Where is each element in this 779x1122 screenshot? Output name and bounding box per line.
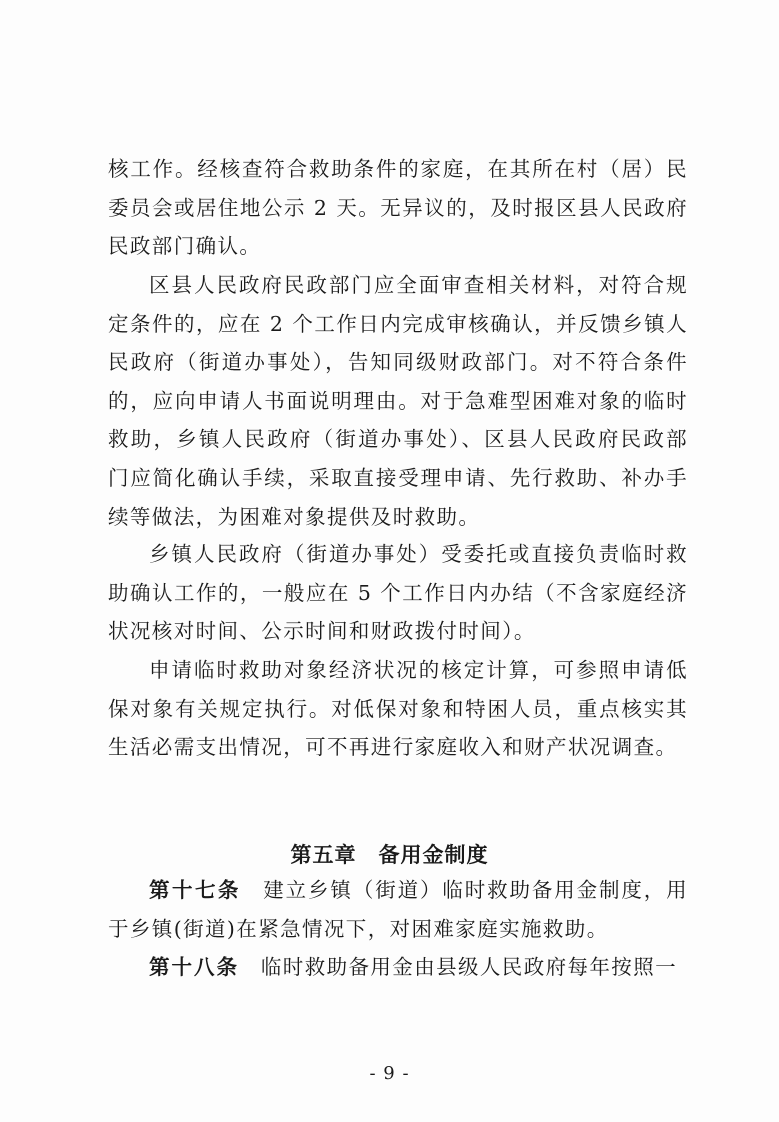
paragraph-3: 乡镇人民政府（街道办事处）受委托或直接负责临时救助确认工作的，一般应在 5 个工作日内办结（不含家庭经济状况核对时间、公示时间和财政拨付时间）。 <box>108 542 688 644</box>
article-18-head: 第十八条 <box>149 955 239 979</box>
article-17-head: 第十七条 <box>149 878 241 902</box>
page-number: - 9 - <box>369 1063 410 1084</box>
article-18-body: 临时救助备用金由县级人民政府每年按照一 <box>239 955 677 979</box>
article-18 <box>108 948 688 987</box>
chapter-title: 第五章 备用金制度 <box>290 843 489 867</box>
article-17 <box>108 871 688 948</box>
paragraph-1: 核工作。经核查符合救助条件的家庭，在其所在村（居）民委员会或居住地公示 2 天。无异议的，及时报区县人民政府民政部门确认。 <box>108 157 688 259</box>
paragraph-4: 申请临时救助对象经济状况的核定计算，可参照申请低保对象有关规定执行。对低保对象和特困人员，重点核实其生活必需支出情况，可不再进行家庭收入和财产状况调查。 <box>108 658 688 760</box>
paragraph-2: 区县人民政府民政部门应全面审查相关材料，对符合规定条件的，应在 2 个工作日内完成审核确认，并反馈乡镇人民政府（街道办事处），告知同级财政部门。对不符合条件的，应向申请人书面说明理由。对于急难型困难对象的临时救助，乡镇人民政府（街道办事处）、区县人民政府民政部门应简化确认手续，采取直接受理申请、先行救助、补办手续等做法，为困难对象提供及时救助。 <box>108 273 688 529</box>
article-17-body: 建立乡镇（街道）临时救助备用金制度，用于乡镇(街道)在紧急情况下，对困难家庭实施救助。 <box>108 878 689 941</box>
